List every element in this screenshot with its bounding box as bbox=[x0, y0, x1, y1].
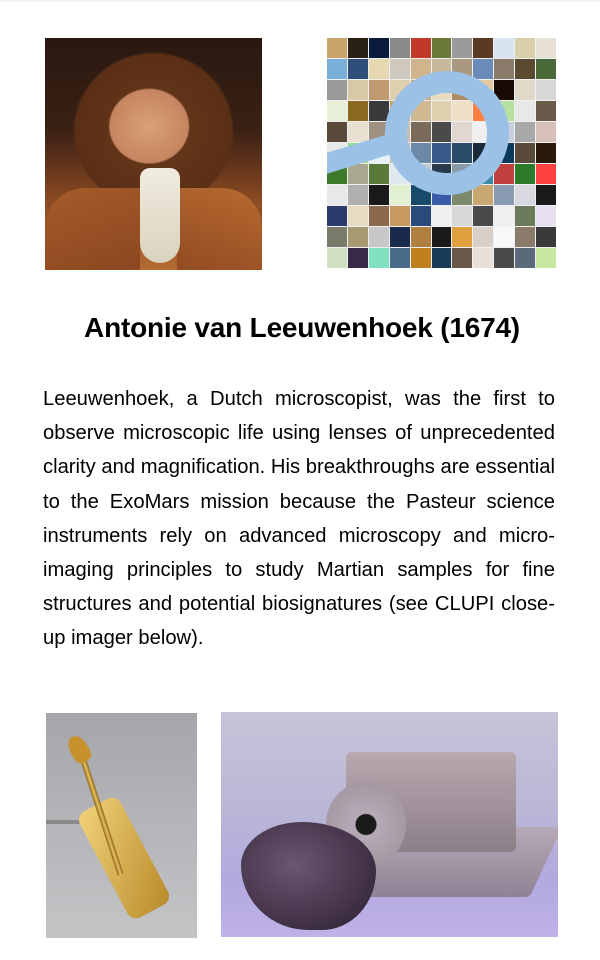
mosaic-tile bbox=[515, 38, 535, 58]
portrait-coat-left bbox=[45, 188, 140, 270]
mosaic-tile bbox=[411, 38, 431, 58]
mosaic-tile bbox=[432, 227, 452, 247]
mosaic-tile bbox=[494, 38, 514, 58]
mosaic-tile bbox=[452, 227, 472, 247]
mosaic-tile bbox=[369, 227, 389, 247]
mosaic-tile bbox=[327, 185, 347, 205]
mosaic-tile bbox=[515, 227, 535, 247]
mosaic-tile bbox=[411, 227, 431, 247]
mosaic-tile bbox=[348, 101, 368, 121]
mosaic-tile bbox=[536, 227, 556, 247]
mosaic-tile bbox=[536, 185, 556, 205]
mosaic-tile bbox=[327, 227, 347, 247]
page-title: Antonie van Leeuwenhoek (1674) bbox=[84, 312, 520, 343]
mosaic-tile bbox=[390, 248, 410, 268]
mosaic-tile bbox=[473, 38, 493, 58]
mosaic-tile bbox=[390, 206, 410, 226]
mosaic-tile bbox=[515, 143, 535, 163]
mosaic-tile bbox=[411, 248, 431, 268]
mosaic-tile bbox=[515, 164, 535, 184]
mosaic-tile bbox=[348, 248, 368, 268]
mosaic-tile bbox=[452, 38, 472, 58]
mosaic-tile bbox=[494, 185, 514, 205]
mosaic-tile bbox=[515, 248, 535, 268]
mosaic-tile bbox=[390, 185, 410, 205]
portrait-image bbox=[45, 38, 262, 270]
mosaic-tile bbox=[536, 206, 556, 226]
mosaic-tile bbox=[473, 248, 493, 268]
mosaic-tile bbox=[390, 227, 410, 247]
mosaic-tile bbox=[327, 38, 347, 58]
magnifier-icon bbox=[385, 71, 509, 195]
mosaic-tile bbox=[369, 248, 389, 268]
microscope-specimen-tab bbox=[64, 732, 94, 765]
mosaic-tile bbox=[327, 101, 347, 121]
mosaic-tile bbox=[536, 143, 556, 163]
mosaic-tile bbox=[369, 185, 389, 205]
mosaic-tile bbox=[452, 206, 472, 226]
mosaic-tile bbox=[515, 206, 535, 226]
mosaic-tile bbox=[369, 38, 389, 58]
mosaic-tile bbox=[432, 248, 452, 268]
mosaic-tile bbox=[536, 80, 556, 100]
mosaic-tile bbox=[536, 59, 556, 79]
mosaic-tile bbox=[348, 164, 368, 184]
mosaic-tile bbox=[536, 101, 556, 121]
microscope-plate bbox=[76, 794, 173, 922]
mosaic-tile bbox=[348, 59, 368, 79]
mosaic-tile bbox=[515, 59, 535, 79]
body-paragraph: Leeuwenhoek, a Dutch microscopist, was the first to observe microscopic life using lenses of unprecedented clarity and magnification. His breakthroughs are essential to the ExoMars mission because the Pasteur science instruments rely on advanced microscopy and micro-imaging principles to study Martian samples for fine structures and potential biosignatures (see CLUPI close-up imager below). bbox=[43, 388, 555, 650]
mosaic-tile bbox=[432, 38, 452, 58]
mosaic-tile bbox=[536, 164, 556, 184]
mosaic-tile bbox=[369, 206, 389, 226]
mosaic-tile bbox=[348, 206, 368, 226]
mosaic-tile bbox=[390, 59, 410, 79]
mosaic-image bbox=[327, 38, 556, 268]
mosaic-tile bbox=[515, 122, 535, 142]
mosaic-tile bbox=[452, 248, 472, 268]
portrait-coat-right bbox=[177, 188, 262, 270]
mosaic-tile bbox=[348, 122, 368, 142]
mosaic-tile bbox=[515, 185, 535, 205]
mosaic-tile bbox=[473, 227, 493, 247]
mosaic-tile bbox=[327, 206, 347, 226]
mosaic-tile bbox=[348, 38, 368, 58]
mosaic-tile bbox=[473, 185, 493, 205]
portrait-jabot bbox=[140, 168, 180, 263]
mosaic-tile bbox=[348, 227, 368, 247]
mosaic-tile bbox=[494, 206, 514, 226]
mosaic-tile bbox=[327, 248, 347, 268]
mosaic-tile bbox=[536, 38, 556, 58]
top-border bbox=[0, 0, 600, 2]
microscope-image bbox=[46, 713, 197, 938]
mosaic-tile bbox=[369, 59, 389, 79]
mosaic-tile bbox=[348, 185, 368, 205]
mosaic-tile bbox=[536, 122, 556, 142]
mosaic-tile bbox=[369, 80, 389, 100]
mosaic-tile bbox=[473, 59, 493, 79]
mosaic-tile bbox=[536, 248, 556, 268]
mosaic-tile bbox=[515, 101, 535, 121]
mosaic-tile bbox=[327, 80, 347, 100]
mosaic-tile bbox=[327, 59, 347, 79]
mosaic-tile bbox=[494, 248, 514, 268]
mosaic-tile bbox=[494, 227, 514, 247]
mosaic-tile bbox=[411, 206, 431, 226]
mosaic-tile bbox=[348, 80, 368, 100]
mosaic-tile bbox=[515, 80, 535, 100]
mosaic-tile bbox=[494, 59, 514, 79]
rock-sample bbox=[241, 822, 376, 930]
mosaic-tile bbox=[390, 38, 410, 58]
mosaic-tile bbox=[473, 206, 493, 226]
mosaic-tile bbox=[432, 206, 452, 226]
clupi-image bbox=[221, 712, 558, 937]
mosaic-tile bbox=[369, 164, 389, 184]
mosaic-tile bbox=[327, 122, 347, 142]
